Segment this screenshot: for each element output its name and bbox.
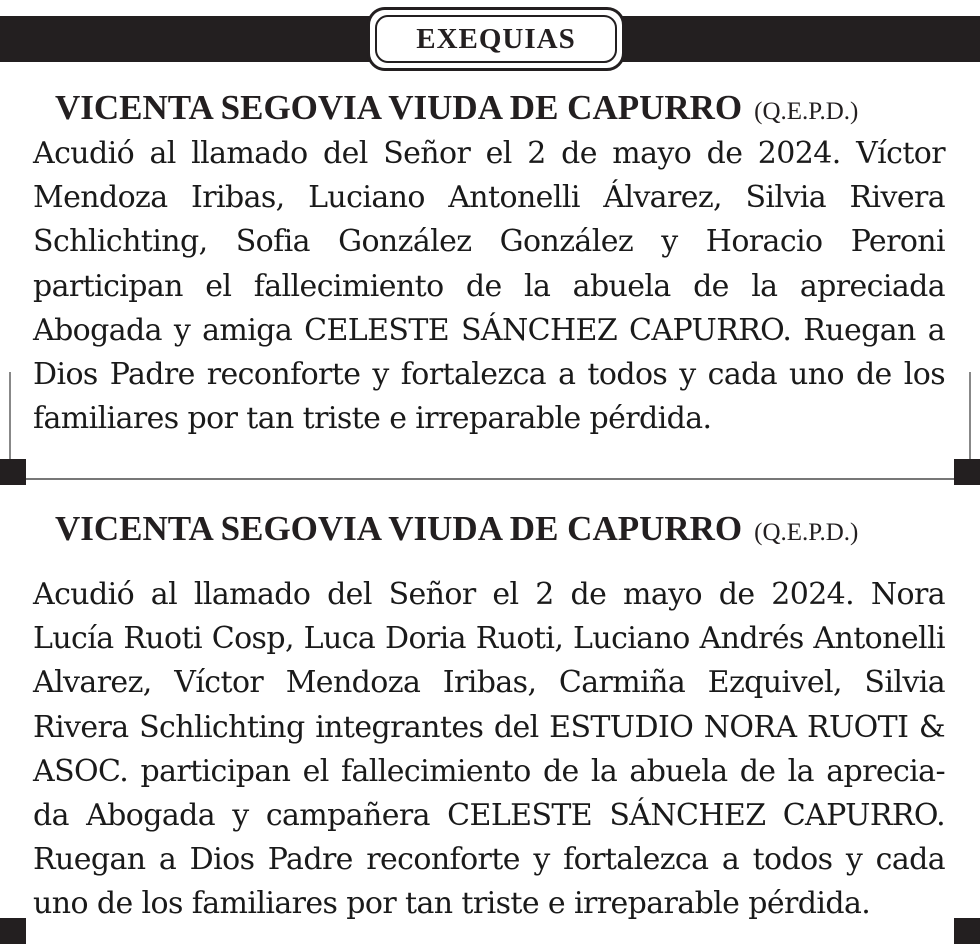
qepd-suffix: (Q.E.P.D.) (754, 98, 859, 125)
obituary-notice-2 (33, 509, 945, 927)
notice-body: Acudió al llamado del Señor el 2 de mayo de 2024. Nora Lucía Ruoti Cosp, Luca Doria Ruoti, Luciano Andrés Antonelli Alvarez, Víctor Mendoza Iribas, Carmiña Ezquivel, Silvia Rivera Schlichting integrantes del ESTUDIO NORA RUOTI & ASOC. participan el fallecimiento de la abuela de la aprecia-da Abogada y campañera CELESTE SÁNCHEZ CAPURRO. Ruegan a Dios Padre reconforte y fortalezca a todos y cada uno de los familiares por tan triste e irreparable pérdida. (33, 577, 945, 922)
separator-left-square (0, 459, 26, 485)
deceased-name-heading (33, 509, 945, 553)
separator-right-square (954, 459, 980, 485)
section-title: EXEQUIAS (416, 22, 576, 55)
notice-separator (10, 478, 970, 480)
qepd-suffix: (Q.E.P.D.) (754, 519, 859, 546)
notice-body: Acudió al llamado del Señor el 2 de mayo de 2024. Víctor Mendoza Iribas, Luciano Antonelli Álvarez, Silvia Rivera Schlichting, Sofia González González y Horacio Peroni participan el fallecimiento de la abuela de la apreciada Abogada y amiga CELESTE SÁNCHEZ CAPURRO. Ruegan a Dios Padre reconforte y fortalezca a todos y cada uno de los familiares por tan triste e irreparable pérdida. (33, 136, 945, 437)
right-border-line (969, 372, 971, 464)
bottom-left-square (0, 918, 26, 944)
deceased-name-heading (33, 88, 945, 132)
section-badge (367, 7, 625, 71)
deceased-name: VICENTA SEGOVIA VIUDA DE CAPURRO (55, 509, 743, 548)
deceased-name: VICENTA SEGOVIA VIUDA DE CAPURRO (55, 88, 743, 127)
bottom-right-square (954, 918, 980, 944)
obituary-notice-1 (33, 88, 945, 441)
section-badge-frame (375, 15, 617, 63)
left-border-line (9, 372, 11, 464)
